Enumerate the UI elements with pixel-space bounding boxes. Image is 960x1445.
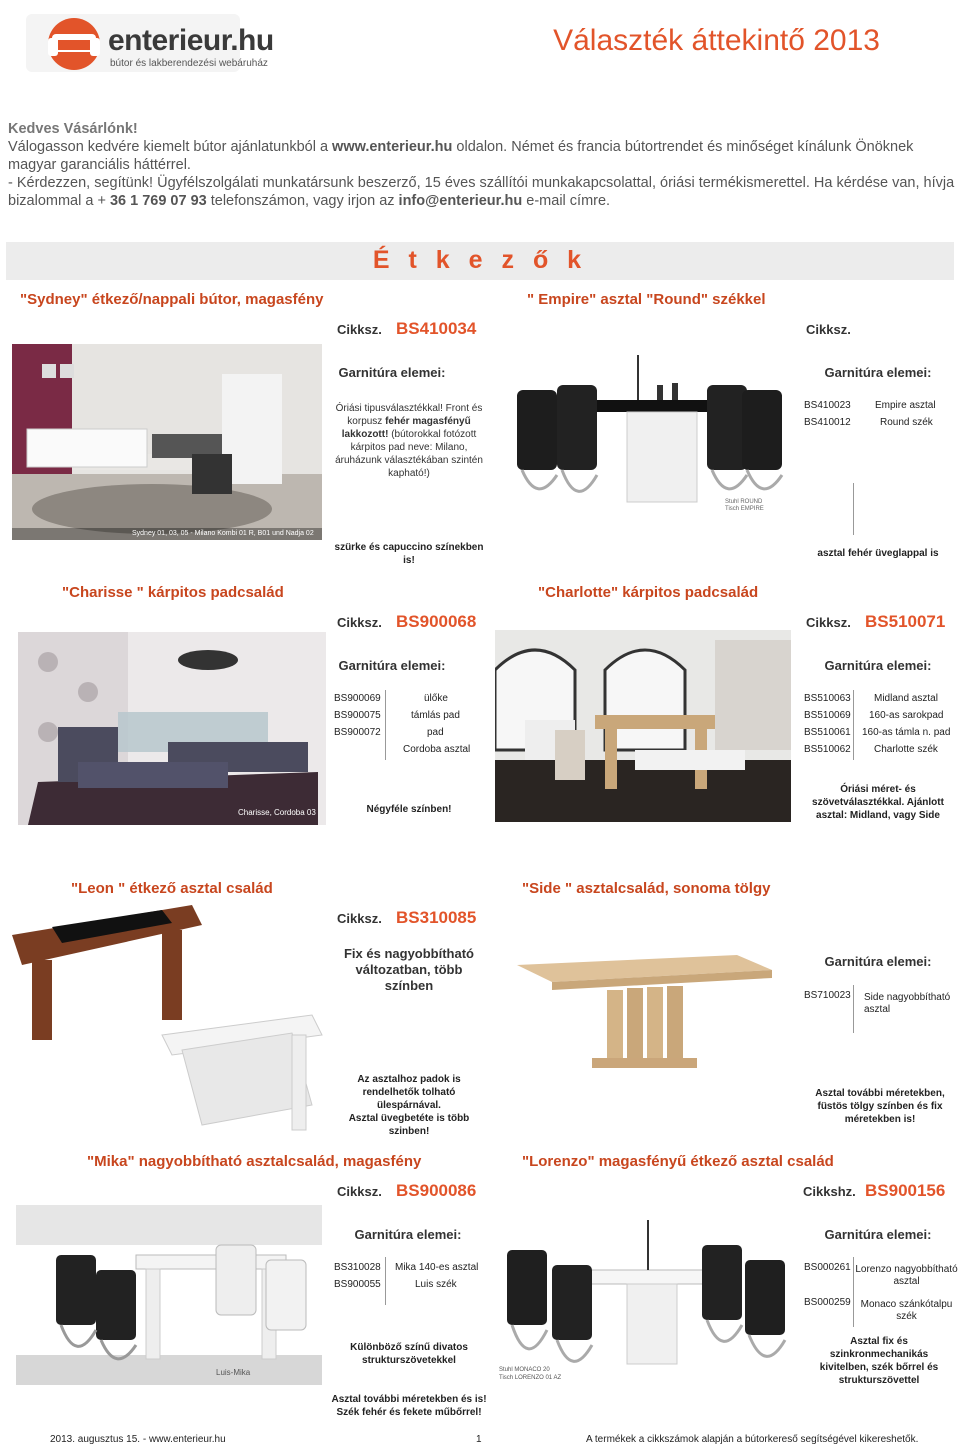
mika-photo[interactable] bbox=[16, 1205, 322, 1385]
empire-caption-1: Stuhl ROUND bbox=[725, 499, 763, 505]
lorenzo-photo[interactable] bbox=[497, 1210, 790, 1385]
note-line: szinben! bbox=[388, 1126, 430, 1137]
phone-number[interactable]: 36 1 769 07 93 bbox=[109, 193, 207, 209]
intro-text: telefonszámon, vagy irjon az bbox=[206, 193, 399, 209]
empire-image bbox=[497, 345, 790, 525]
mika-item-name-1: Mika 140-es asztal bbox=[395, 1262, 479, 1273]
leon-photo[interactable] bbox=[12, 905, 324, 1137]
lorenzo-caption-1: Stuhl MONACO 20 bbox=[499, 1367, 550, 1373]
footer-note: A termékek a cikkszámok alapján a bútorkereső segítségével kikereshetők. bbox=[586, 1434, 919, 1445]
mika-item-code-2[interactable]: BS900055 bbox=[334, 1279, 381, 1290]
mika-item-code-1[interactable]: BS310028 bbox=[334, 1262, 381, 1273]
intro-text: oldalon. Német és francia bútortrendet és minőséget kínálunk Önöknek bbox=[452, 139, 914, 155]
lorenzo-cikk-label: Cikkshz. bbox=[803, 1184, 856, 1199]
item-name-line: Side nagyobbítható bbox=[864, 992, 951, 1003]
empire-photo[interactable] bbox=[497, 345, 790, 525]
leon-highlight bbox=[330, 946, 488, 994]
charlotte-code[interactable]: BS510071 bbox=[865, 612, 946, 631]
intro-text: bizalommal a + bbox=[8, 193, 110, 209]
charlotte-garnitura: Garnitúra elemei: bbox=[824, 658, 932, 673]
note-line: Asztal további méretekben, bbox=[815, 1088, 945, 1099]
empire-cikk-label: Cikksz. bbox=[806, 322, 851, 337]
charisse-image bbox=[18, 632, 326, 825]
sydney-description bbox=[330, 402, 488, 480]
note-line: Szék fehér és fekete műbőrrel! bbox=[336, 1407, 482, 1418]
charlotte-divider bbox=[853, 690, 854, 760]
lorenzo-item-code-1[interactable]: BS000261 bbox=[804, 1262, 851, 1273]
empire-item-name-1: Empire asztal bbox=[875, 400, 936, 411]
intro-line-4 bbox=[8, 192, 610, 210]
charlotte-item-code-1[interactable]: BS510063 bbox=[804, 693, 851, 704]
item-name-line: Monaco szánkótalpu bbox=[860, 1299, 953, 1310]
intro-line-2: magyar garanciális háttérrel. bbox=[8, 157, 191, 173]
intro-line-1 bbox=[8, 138, 913, 156]
mika-image bbox=[16, 1205, 322, 1385]
highlight-line: változatban, több színben bbox=[355, 962, 463, 993]
charisse-note: Négyféle színben! bbox=[366, 804, 452, 815]
desc-line: kárpitos pad neve: Milano, bbox=[350, 442, 468, 453]
mika-cikk-label: Cikksz. bbox=[337, 1184, 382, 1199]
site-link[interactable]: www.enterieur.hu bbox=[332, 139, 453, 155]
note-line: Óriási méret- és bbox=[840, 784, 916, 795]
side-title: "Side " asztalcsalád, sonoma tölgy bbox=[522, 880, 771, 897]
logo-text: enterieur.hu bbox=[108, 24, 274, 57]
leon-note bbox=[330, 1073, 488, 1138]
note-line: asztal: Midland, vagy Side bbox=[816, 810, 940, 821]
desc-bold: lakkozott! bbox=[341, 429, 389, 440]
side-item-code-1[interactable]: BS710023 bbox=[804, 990, 851, 1001]
empire-divider bbox=[853, 483, 854, 535]
note-line: rendelhetők tolható ülespárnával. bbox=[362, 1087, 456, 1111]
charisse-title: "Charisse " kárpitos padcsalád bbox=[62, 584, 284, 601]
mika-note-2 bbox=[330, 1393, 488, 1419]
side-divider bbox=[853, 985, 854, 1033]
document-title: Választék áttekintő 2013 bbox=[553, 24, 880, 57]
note-line: strukturszövettel bbox=[838, 1375, 920, 1386]
intro-text: e-mail címre. bbox=[522, 193, 611, 209]
desc-line bbox=[330, 415, 488, 428]
note-line: Asztal fix és szinkronmechanikás bbox=[829, 1336, 929, 1360]
mika-garnitura: Garnitúra elemei: bbox=[354, 1227, 462, 1242]
mika-code[interactable]: BS900086 bbox=[396, 1181, 477, 1200]
charlotte-item-name-3: 160-as támla n. pad bbox=[862, 727, 951, 738]
leon-cikk-label: Cikksz. bbox=[337, 911, 382, 926]
charlotte-item-name-2: 160-as sarokpad bbox=[869, 710, 944, 721]
charisse-item-name-2: támlás pad bbox=[411, 710, 460, 721]
lorenzo-note bbox=[800, 1335, 958, 1387]
highlight-line: Fix és nagyobbítható bbox=[343, 946, 474, 961]
empire-note: asztal fehér üveglappal is bbox=[817, 548, 939, 559]
mika-note-1 bbox=[330, 1341, 488, 1367]
empire-garnitura: Garnitúra elemei: bbox=[824, 365, 932, 380]
charisse-item-code-3[interactable]: BS900072 bbox=[334, 727, 381, 738]
note-line: méretekben is! bbox=[844, 1114, 916, 1125]
lorenzo-divider bbox=[853, 1257, 854, 1327]
empire-title: " Empire" asztal "Round" székkel bbox=[527, 291, 766, 308]
item-name-line: asztal bbox=[864, 1004, 891, 1015]
charlotte-title: "Charlotte" kárpitos padcsalád bbox=[538, 584, 759, 601]
side-garnitura: Garnitúra elemei: bbox=[824, 954, 932, 969]
charisse-garnitura: Garnitúra elemei: bbox=[338, 658, 446, 673]
lorenzo-item-code-2[interactable]: BS000259 bbox=[804, 1297, 851, 1308]
side-item-name-1 bbox=[864, 992, 950, 1016]
item-name-line: szék bbox=[896, 1311, 917, 1322]
item-name-line: Lorenzo nagyobbítható bbox=[855, 1264, 958, 1275]
side-photo[interactable] bbox=[497, 910, 790, 1075]
note-line: strukturszövetekkel bbox=[362, 1355, 456, 1366]
lorenzo-caption-2: Tisch LORENZO 01 AZ bbox=[499, 1375, 562, 1381]
lorenzo-item-name-2 bbox=[855, 1299, 958, 1323]
footer-date: 2013. augusztus 15. - www.enterieur.hu bbox=[50, 1434, 226, 1445]
sydney-image bbox=[12, 344, 322, 540]
lorenzo-item-name-1 bbox=[855, 1264, 958, 1288]
charlotte-note bbox=[800, 783, 956, 822]
note-line: szövetválasztékkal. Ajánlott bbox=[812, 797, 944, 808]
lorenzo-garnitura: Garnitúra elemei: bbox=[824, 1227, 932, 1242]
note-line: Különböző színű divatos bbox=[350, 1342, 468, 1353]
leon-image bbox=[12, 905, 324, 1137]
empire-item-code-1[interactable]: BS410023 bbox=[804, 400, 851, 411]
item-name-line: asztal bbox=[893, 1276, 920, 1287]
logo-tagline: bútor és lakberendezési webáruház bbox=[110, 58, 268, 69]
sydney-title: "Sydney" étkező/nappali bútor, magasfény bbox=[20, 291, 324, 308]
leon-code[interactable]: BS310085 bbox=[396, 908, 477, 927]
note-line: kivitelben, szék bőrrel és bbox=[819, 1362, 939, 1373]
note-line: Az asztalhoz padok is bbox=[357, 1074, 461, 1085]
sydney-note: szürke és capuccino színekben is! bbox=[334, 542, 484, 566]
charlotte-photo[interactable] bbox=[495, 630, 791, 822]
charisse-photo[interactable] bbox=[18, 632, 326, 825]
mika-item-name-2: Luis szék bbox=[415, 1279, 457, 1290]
charlotte-item-name-4: Charlotte szék bbox=[874, 744, 938, 755]
charisse-item-name-3: pad bbox=[427, 727, 444, 738]
email-link[interactable]: info@enterieur.hu bbox=[398, 193, 523, 209]
charlotte-item-code-4[interactable]: BS510062 bbox=[804, 744, 851, 755]
note-line: füstös tölgy színben és fix bbox=[817, 1101, 943, 1112]
note-line: Asztal további méretekben és is! bbox=[331, 1394, 487, 1405]
charisse-code[interactable]: BS900068 bbox=[396, 612, 477, 631]
sydney-code[interactable]: BS410034 bbox=[396, 319, 477, 338]
desc-text: (bútorokkal fotózott bbox=[388, 429, 477, 440]
intro-text: Válogasson kedvére kiemelt bútor ajánlatunkból a bbox=[8, 139, 333, 155]
side-image bbox=[497, 910, 790, 1075]
mika-divider bbox=[385, 1257, 386, 1305]
charisse-item-name-1: ülőke bbox=[424, 693, 448, 704]
sydney-garnitura: Garnitúra elemei: bbox=[338, 365, 446, 380]
charisse-divider bbox=[385, 690, 386, 760]
lorenzo-image bbox=[497, 1210, 790, 1385]
charlotte-item-code-3[interactable]: BS510061 bbox=[804, 727, 851, 738]
footer-page-number: 1 bbox=[476, 1434, 482, 1445]
charisse-cikk-label: Cikksz. bbox=[337, 615, 382, 630]
desc-line bbox=[330, 428, 488, 441]
charlotte-item-code-2[interactable]: BS510069 bbox=[804, 710, 851, 721]
empire-item-code-2[interactable]: BS410012 bbox=[804, 417, 851, 428]
charisse-caption: Charisse, Cordoba 03 bbox=[238, 808, 316, 817]
side-note bbox=[800, 1087, 960, 1126]
desc-bold: fehér magasfényű bbox=[385, 416, 471, 427]
intro-line-3: - Kérdezzen, segítünk! Ügyfélszolgálati munkatársunk beszerző, 15 éves szállítói munkakapcsolattal, óriási termékismerettel. Ha kérdése van, hívja bbox=[8, 175, 955, 191]
lorenzo-code[interactable]: BS900156 bbox=[865, 1181, 946, 1200]
charlotte-image bbox=[495, 630, 791, 822]
sydney-cikk-label: Cikksz. bbox=[337, 322, 382, 337]
charisse-item-code-1[interactable]: BS900069 bbox=[334, 693, 381, 704]
desc-text: korpusz bbox=[347, 416, 386, 427]
section-title: É t k e z ő k bbox=[372, 246, 588, 274]
empire-item-name-2: Round szék bbox=[880, 417, 933, 428]
note-line: Asztal üvegbetéte is több bbox=[348, 1113, 470, 1124]
charlotte-cikk-label: Cikksz. bbox=[806, 615, 851, 630]
desc-line: Óriási tipusválasztékkal! Front és bbox=[335, 403, 483, 414]
mika-title: "Mika" nagyobbítható asztalcsalád, magasfény bbox=[87, 1153, 422, 1170]
charlotte-item-name-1: Midland asztal bbox=[874, 693, 938, 704]
charisse-item-code-2[interactable]: BS900075 bbox=[334, 710, 381, 721]
empire-caption-2: Tisch EMPIRE bbox=[725, 506, 764, 512]
lorenzo-title: "Lorenzo" magasfényű étkező asztal család bbox=[522, 1153, 834, 1170]
sydney-photo[interactable] bbox=[12, 344, 322, 540]
charisse-item-name-4: Cordoba asztal bbox=[403, 744, 471, 755]
desc-line: áruházunk választékában szintén bbox=[335, 455, 483, 466]
sydney-caption: Sydney 01, 03, 05 - Milano Kombi 01 R, B01 und Nadja 02 bbox=[132, 530, 314, 537]
mika-caption: Luis-Mika bbox=[216, 1368, 251, 1377]
greeting: Kedves Vásárlónk! bbox=[8, 121, 138, 137]
leon-title: "Leon " étkező asztal család bbox=[71, 880, 273, 897]
desc-line: kapható!) bbox=[388, 468, 430, 479]
